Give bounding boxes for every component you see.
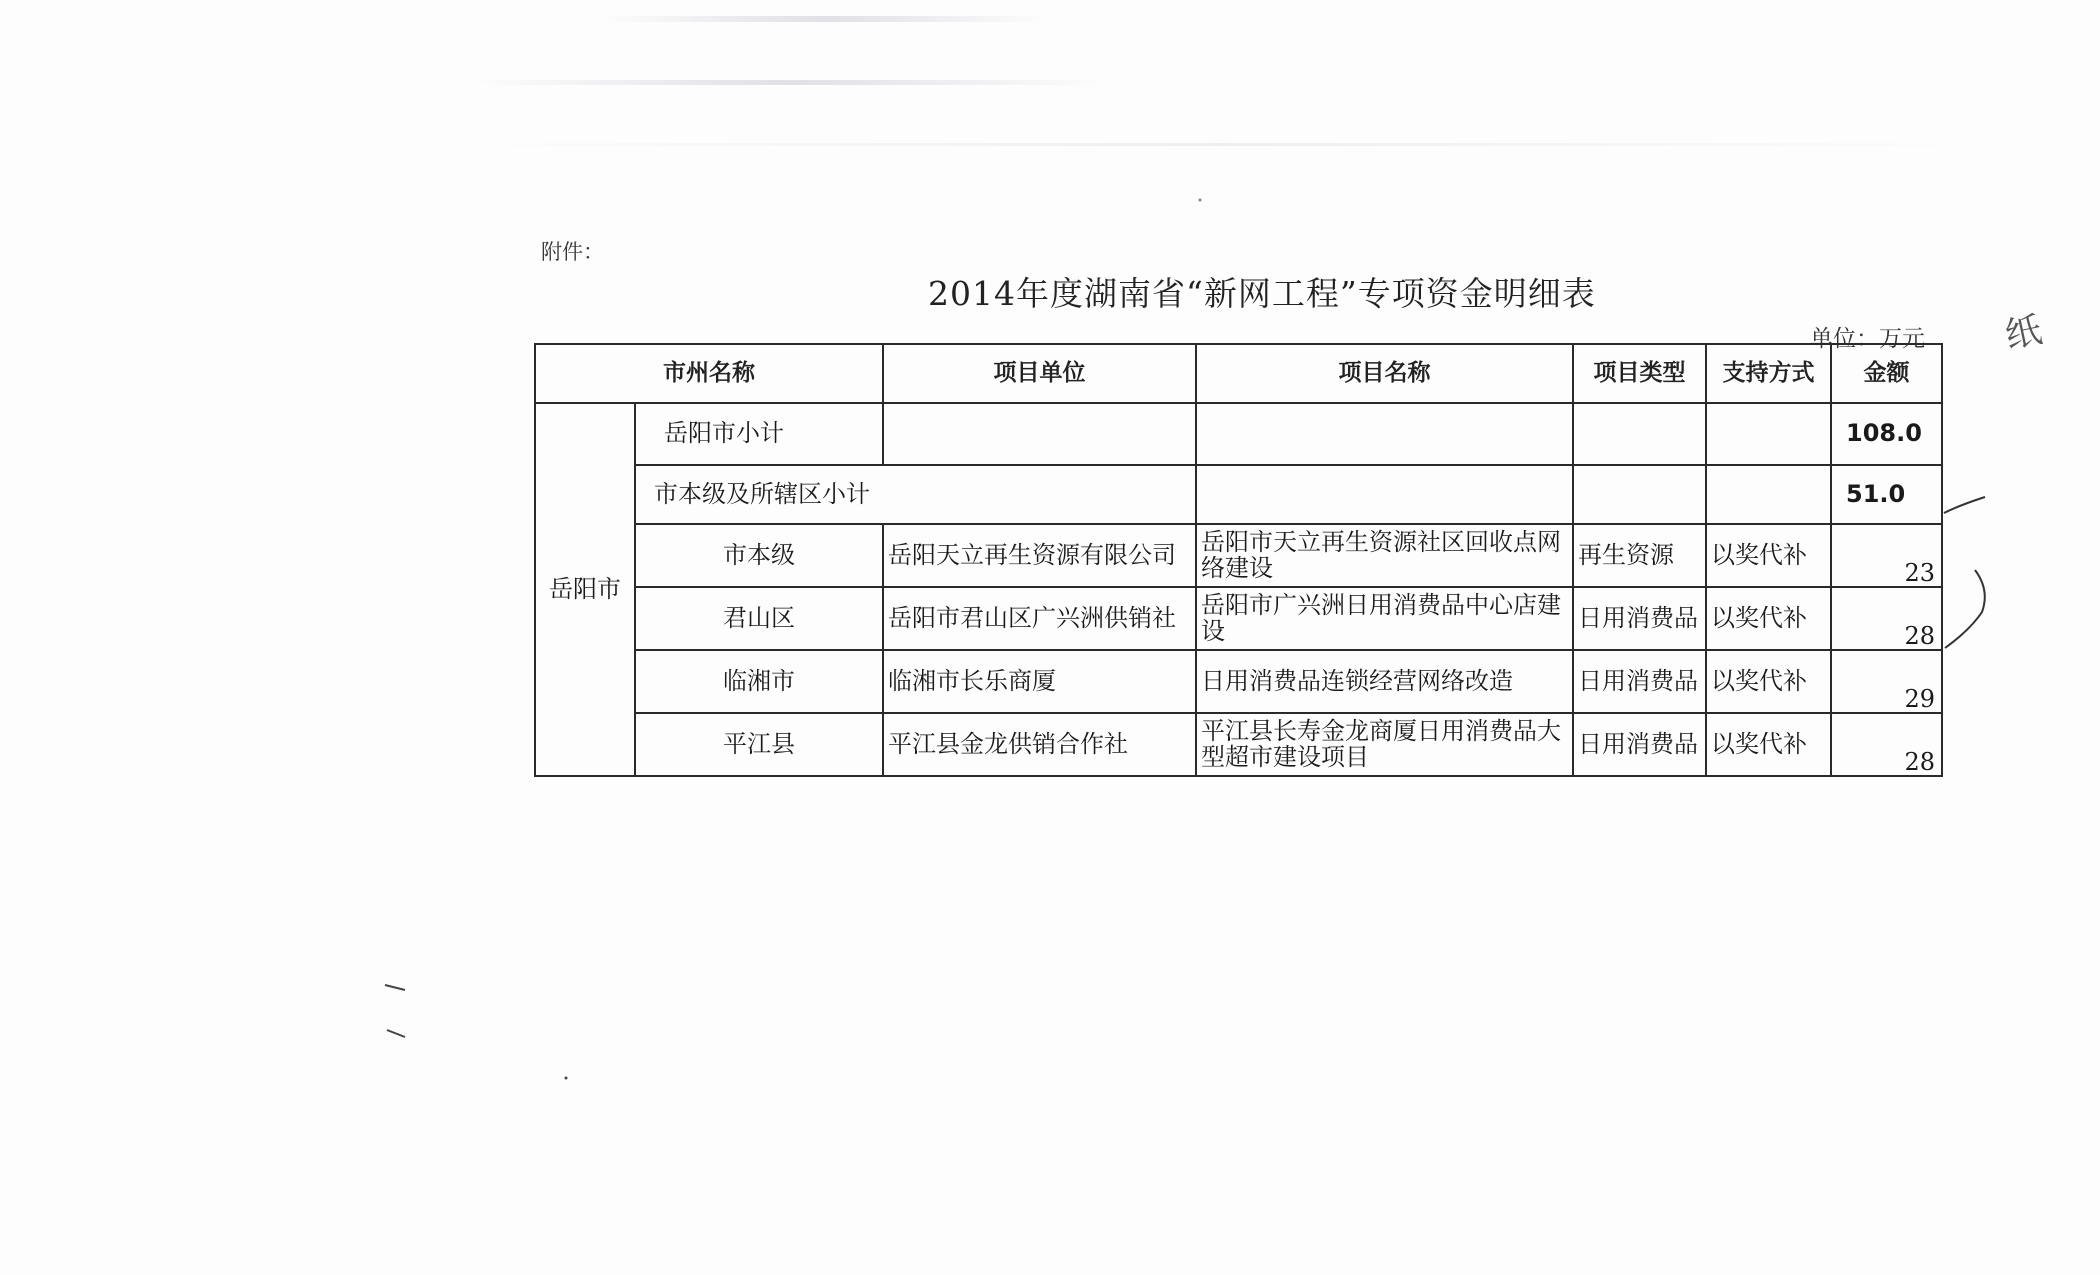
scan-dot (565, 1077, 568, 1080)
page-title: 2014年度湖南省“新网工程”专项资金明细表 (928, 274, 1596, 313)
check-mark (1944, 497, 1985, 513)
attachment-label: 附件： (541, 240, 604, 264)
column-header: 支持方式 (1706, 344, 1831, 403)
bracket-mark (1945, 570, 1985, 648)
amount: 28 (1831, 587, 1942, 650)
project-unit: 平江县金龙供销合作社 (883, 713, 1196, 776)
district-subtotal-label: 市本级及所辖区小计 (635, 465, 1196, 524)
district-name: 市本级 (635, 524, 883, 587)
project-name: 岳阳市广兴洲日用消费品中心店建设 (1196, 587, 1573, 650)
support-method: 以奖代补 (1706, 650, 1831, 713)
project-type: 日用消费品 (1573, 713, 1706, 776)
unit-label: 单位：万元 (1810, 326, 1925, 352)
project-type: 再生资源 (1573, 524, 1706, 587)
district-subtotal-amount: 51.0 (1831, 465, 1942, 524)
amount: 28 (1831, 713, 1942, 776)
column-header: 项目单位 (883, 344, 1196, 403)
project-name: 日用消费品连锁经营网络改造 (1196, 650, 1573, 713)
support-method: 以奖代补 (1706, 524, 1831, 587)
city-name: 岳阳市 (535, 403, 635, 776)
scan-mark (387, 1030, 405, 1037)
column-header: 项目类型 (1573, 344, 1706, 403)
amount: 23 (1831, 524, 1942, 587)
project-type: 日用消费品 (1573, 587, 1706, 650)
scan-dot (1199, 199, 1202, 202)
district-name: 平江县 (635, 713, 883, 776)
city-subtotal-label: 岳阳市小计 (635, 403, 883, 465)
column-header: 项目名称 (1196, 344, 1573, 403)
column-header: 市州名称 (535, 344, 883, 403)
project-unit: 临湘市长乐商厦 (883, 650, 1196, 713)
amount: 29 (1831, 650, 1942, 713)
scan-mark (385, 985, 405, 990)
project-unit: 岳阳市君山区广兴洲供销社 (883, 587, 1196, 650)
handwritten-note: 纸 (2001, 309, 2046, 358)
support-method: 以奖代补 (1706, 587, 1831, 650)
project-name: 平江县长寿金龙商厦日用消费品大型超市建设项目 (1196, 713, 1573, 776)
column-header: 金额 (1831, 344, 1942, 403)
support-method: 以奖代补 (1706, 713, 1831, 776)
city-subtotal-amount: 108.0 (1831, 403, 1942, 465)
project-type: 日用消费品 (1573, 650, 1706, 713)
district-name: 君山区 (635, 587, 883, 650)
project-unit: 岳阳天立再生资源有限公司 (883, 524, 1196, 587)
district-name: 临湘市 (635, 650, 883, 713)
project-name: 岳阳市天立再生资源社区回收点网络建设 (1196, 524, 1573, 587)
